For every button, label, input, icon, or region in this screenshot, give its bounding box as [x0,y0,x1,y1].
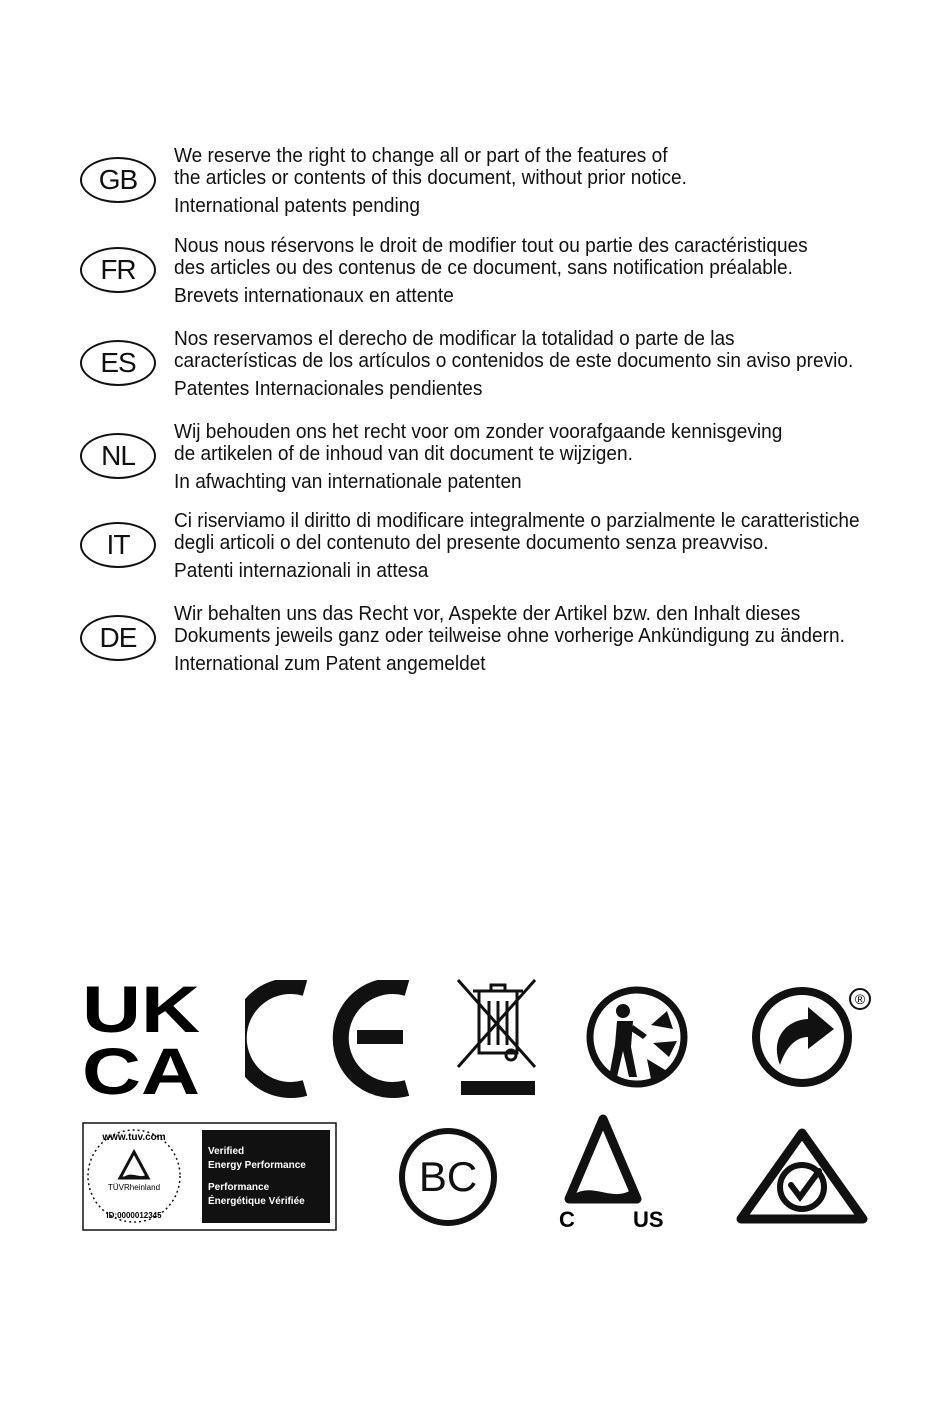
tuv-brand: TÜVRheinland [107,1183,161,1192]
language-badge-es: ES [80,340,156,386]
notice-line: Wir behalten uns das Recht vor, Aspekte der Artikel bzw. den Inhalt dieses [174,602,801,625]
notice-text [174,421,782,493]
csa-c-text: C [559,1207,575,1232]
tuv-fr-line2: Énergétique Vérifiée [208,1196,305,1207]
tuv-rheinland-icon [82,1122,338,1232]
notice-line: Dokuments jeweils ganz oder teilweise ohne vorherige Ankündigung zu ändern. [174,624,845,647]
notice-patent-line: International patents pending [174,194,420,217]
bc-mark-icon [398,1127,498,1227]
green-dot-icon [750,985,875,1090]
notice-patent-line: Brevets internationaux en attente [174,284,454,307]
notice-line: Nos reservamos el derecho de modificar la totalidad o parte de las [174,327,735,350]
notice-patent-line: Patenti internazionali in attesa [174,559,429,582]
notice-text [174,235,808,307]
notice-line: características de los artículos o contenidos de este documento sin aviso previo. [174,349,854,372]
language-badge-it: IT [80,522,156,568]
notice-patent-line: International zum Patent angemeldet [174,652,486,675]
tuv-fr-line1: Performance [208,1182,270,1193]
notice-line: degli articoli o del contenuto del presente documento senza preavviso. [174,531,769,554]
notice-patent-line: Patentes Internacionales pendientes [174,377,483,400]
csa-us-text: US [633,1207,664,1232]
notice-text [174,328,853,400]
rcm-mark-icon [735,1127,870,1227]
language-badge-de: DE [80,615,156,661]
notice-line: de artikelen of de inhoud van dit document te wijzigen. [174,442,633,465]
notice-line: des articles ou des contenus de ce document, sans notification préalable. [174,256,793,279]
notice-line: the articles or contents of this document, without prior notice. [174,166,687,189]
ce-mark-icon [245,980,415,1098]
tuv-en-line1: Verified [208,1146,245,1157]
tuv-url: www.tuv.com [102,1132,166,1143]
tuv-en-line2: Energy Performance [208,1160,306,1171]
language-badge-gb: GB [80,157,156,203]
notice-line: We reserve the right to change all or part of the features of [174,144,668,167]
ukca-mark-icon [82,978,202,1096]
csa-mark-icon [555,1113,675,1233]
notice-line: Nous nous réservons le droit de modifier tout ou partie des caractéristiques [174,234,808,257]
bc-text: BC [418,1153,478,1200]
notice-text [174,145,687,217]
triman-icon [585,985,690,1090]
tuv-id: ID:0000012345 [106,1211,162,1220]
registered-mark: ® [854,991,866,1007]
ukca-bottom-text: CA [82,1034,200,1096]
notice-text [174,603,845,675]
language-badge-nl: NL [80,433,156,479]
notice-line: Wij behouden ons het recht voor om zonder voorafgaande kennisgeving [174,420,783,443]
notice-line: Ci riserviamo il diritto di modificare integralmente o parzialmente le caratteristiche [174,509,860,532]
ukca-top-text: UK [82,978,201,1046]
language-badge-fr: FR [80,247,156,293]
weee-bin-icon [455,977,540,1099]
notice-text [174,510,860,582]
notice-patent-line: In afwachting van internationale patenten [174,470,522,493]
